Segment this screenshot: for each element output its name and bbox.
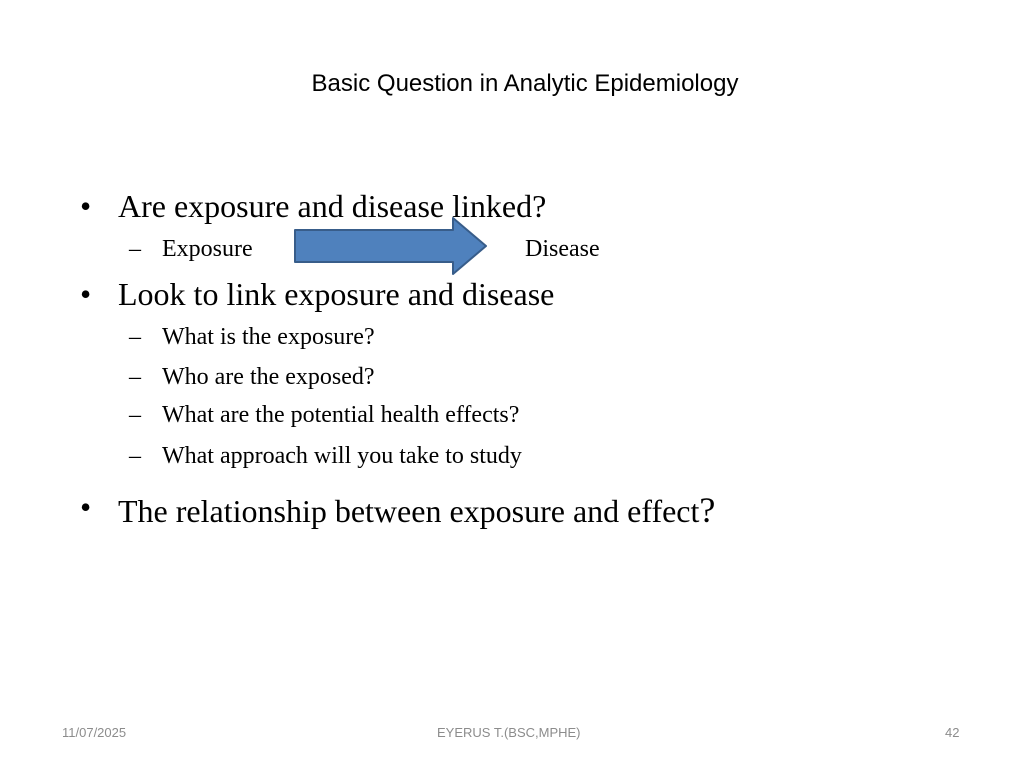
bullet-text-end: ? [699, 490, 716, 530]
footer-page-number: 42 [945, 725, 960, 740]
right-arrow-icon [293, 216, 488, 276]
footer-author: EYERUS T.(BSC,MPHE) [437, 725, 581, 740]
slide-title: Basic Question in Analytic Epidemiology [311, 70, 739, 97]
sub-text: Who are the exposed? [162, 364, 375, 390]
sub-dash: – [129, 236, 141, 262]
bullet-text: Are exposure and disease linked? [118, 188, 547, 224]
bullet-text: Look to link exposure and disease [118, 276, 555, 312]
bullet-text-main: The relationship between exposure and effect [118, 493, 700, 529]
sub-text: What is the exposure? [162, 324, 375, 350]
bullet-dot: • [80, 276, 92, 312]
sub-text: What are the potential health effects? [162, 402, 520, 428]
sub-dash: – [129, 443, 141, 469]
sub-text-exposure: Exposure [162, 236, 253, 262]
bullet-dot: • [80, 188, 92, 224]
disease-label: Disease [525, 236, 600, 262]
sub-dash: – [129, 402, 141, 428]
bullet-dot: • [80, 489, 92, 525]
sub-dash: – [129, 324, 141, 350]
footer-date: 11/07/2025 [62, 725, 127, 740]
sub-dash: – [129, 364, 141, 390]
sub-text: What approach will you take to study [162, 443, 522, 469]
bullet-text [118, 489, 715, 531]
sub-text-disease [525, 236, 600, 263]
